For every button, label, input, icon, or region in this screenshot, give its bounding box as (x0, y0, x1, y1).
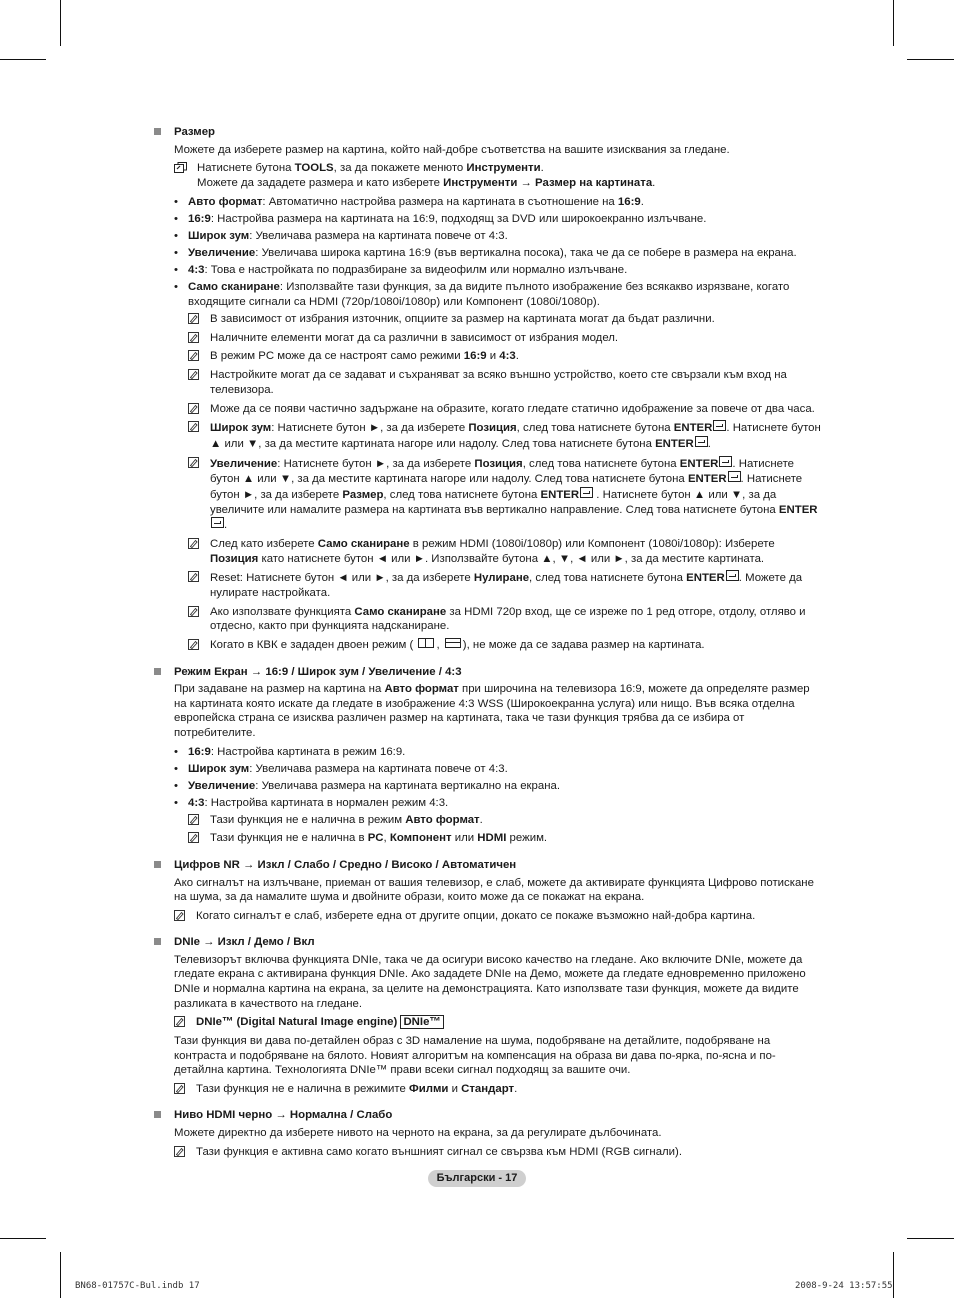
print-timestamp: 2008-9-24 13:57:55 (795, 1281, 893, 1291)
enter-icon (695, 436, 708, 447)
list-item: • Увеличение: Увеличава широка картина 16:9 (във вертикална посока), така че да се побере в размера на екрана. (174, 246, 824, 261)
note (188, 368, 824, 397)
crop-mark (893, 1252, 894, 1298)
dnie-logo: DNIe™ (400, 1015, 443, 1029)
note (188, 349, 824, 364)
dnie-engine-label: DNIe™ (Digital Natural Image engine) (196, 1016, 398, 1029)
bold-term: Широк зум (188, 762, 250, 775)
bold-term: 16:9 (463, 350, 487, 363)
bold-term: TOOLS (294, 162, 334, 175)
list-item: • Широк зум: Увеличава размера на картината повече от 4:3. (174, 762, 824, 777)
section-title: DNIe → Изкл / Демо / Вкл (174, 936, 315, 949)
note-icon (188, 369, 199, 380)
note-text: Когато в КВК е зададен двоен режим ( , ), не може да се задава размер на картината. (210, 639, 705, 652)
note (188, 402, 824, 417)
bold-term: ENTER (655, 437, 694, 450)
section-title: Размер (174, 126, 216, 138)
note (188, 605, 824, 634)
note-text: След като изберете Само сканиране в режим HDMI (1080i/1080p) или Компонент (1080i/1080p): Изберете Позиция като натиснете бутон ◄ или ►. Използвайте бутона ▲, ▼, ◄ или ►, за да местите картината. (210, 537, 775, 565)
note-text: В зависимост от избрания източник, опциите за размер на картината могат да бъдат различни. (210, 312, 715, 325)
bold-term: Широк зум (210, 422, 272, 435)
page-number-badge: Български - 17 (428, 1170, 526, 1187)
enter-icon (211, 517, 224, 528)
note-text: Тази функция не е налична в режим Авто формат. (210, 813, 483, 826)
note-text: Тази функция не е налична в режимите Филми и Стандарт. (196, 1082, 518, 1095)
note (188, 537, 824, 566)
section-heading (154, 665, 824, 680)
bold-term: Инструменти (466, 162, 541, 175)
bold-term: Авто формат (188, 196, 263, 209)
enter-icon (726, 570, 739, 581)
bold-term: Позиция (210, 552, 259, 565)
note-icon (188, 571, 199, 582)
note-icon (188, 606, 199, 617)
note (188, 638, 824, 653)
note-icon (188, 313, 199, 324)
section-heading (154, 1108, 824, 1123)
size-option-list (154, 195, 824, 309)
crop-mark (907, 1238, 954, 1239)
screen-mode-list (154, 745, 824, 811)
section-title: Цифров NR → Изкл / Слабо / Средно / Високо / Автоматичен (174, 858, 517, 871)
tools-hint (154, 161, 824, 190)
list-item: • 16:9: Настройва картината в режим 16:9. (174, 745, 824, 760)
note (188, 456, 824, 533)
bold-term: Широк зум (188, 230, 250, 243)
note (174, 909, 824, 924)
section-description: Ако сигналът на излъчване, приеман от вашия телевизор, е слаб, можете да активирате функцията Цифрово потискане на шума, за да намалите шума и двойните образи, които може да се покажат на екрана. (174, 876, 814, 904)
note-text: Може да се появи частично задържане на образите, когато гледате статично идображение за повече от два часа. (210, 402, 815, 415)
crop-mark (0, 59, 46, 60)
dual-screen-icon (418, 638, 434, 648)
section-description: Можете директно да изберете нивото на черното на екрана, за да регулирате дълбочината. (174, 1127, 662, 1139)
bold-term: Само сканиране (317, 537, 410, 550)
bold-term: ENTER (686, 572, 725, 585)
note (188, 331, 824, 346)
dnie-notes (154, 1082, 824, 1097)
bold-term: Позиция (468, 422, 517, 435)
bold-term: Позиция (474, 457, 523, 470)
bold-term: Филми (409, 1082, 449, 1095)
note-icon (188, 814, 199, 825)
square-bullet-icon (154, 1111, 161, 1118)
note-text: Когато сигналът е слаб, изберете една от другите опции, докато се покаже възможно най-добра картина. (196, 909, 756, 922)
note-icon (188, 350, 199, 361)
note-icon (188, 538, 199, 549)
note-icon (174, 1016, 185, 1027)
dnie-description: Тази функция ви дава по-детайлен образ с 3D намаление на шума, подобряване на детайлите, подобряване на контраста и подобряване на бялото. Новият алгоритъм на компенсация на образа ви дава по-ярка, по-ясна и по-детайлна картина. Технологията DNIe™ прави всеки сигнал подходящ за вашите очи. (174, 1035, 776, 1077)
bold-term: HDMI (477, 832, 507, 845)
section-description: При задаване на размер на картина на Авто формат при широчина на телевизора 16:9, можете да определяте размер на картината която искате да гледате в изображение 4:3 WSS (Широкоекранна услуга) или нищо. Във всяка отделна европейска страна се изисква различен размер на картината, така че тази функция трябва да се избира от потребителите. (174, 683, 810, 739)
bold-term: 4:3 (188, 796, 205, 809)
crop-mark (893, 0, 894, 46)
note-icon (188, 421, 199, 432)
bold-term: Авто формат (405, 813, 480, 826)
size-notes (154, 312, 824, 653)
section-screen-mode (154, 665, 824, 846)
bold-term: 16:9 (188, 745, 211, 758)
list-item: • 4:3: Това е настройката по подразбиране за видеофилм или нормално излъчване. (174, 263, 824, 278)
note-text: Тази функция не е налична в PC, Компонент или HDMI режим. (210, 832, 548, 845)
square-bullet-icon (154, 861, 161, 868)
bold-term: 16:9 (617, 196, 641, 209)
bold-term: PC (367, 832, 384, 845)
note-text: Увеличение: Натиснете бутон ►, за да изберете Позиция, след това натиснете бутона ENTER . Натиснете бутон ▲ или ▼, за да местите картината нагоре или надолу. След това натиснете бутона ENTER . Натиснете бутон ►, за да изберете Размер, след това натиснете бутона ENTER . Натиснете бутон ▲ или ▼, за да увеличите или намалите размера на картината във вертикално направление. След това натиснете бутона ENTER. (210, 457, 818, 532)
note (174, 1145, 824, 1160)
tools-icon (174, 162, 187, 173)
bold-term: ENTER (540, 488, 580, 501)
note (188, 813, 824, 828)
note-text: Ако използвате функцията Само сканиране за HDMI 720p вход, ще се изреже по 1 ред отгоре, отдолу, отляво и отдесно, както при функцията надсканиране. (210, 605, 806, 633)
bold-term: Инструменти → Размер на картината (443, 176, 653, 189)
enter-icon (713, 420, 726, 431)
print-file-name: BN68-01757C-Bul.indb 17 (75, 1281, 200, 1291)
section-description: Телевизорът включва функцията DNIe, така че да осигури високо качество на гледане. Ако включите DNIe, можете да гледате екрана с активирана функция DNIe. Ако зададете DNIe на Демо, можете да гледате едновременно приложено DNIe и нормална картина на екрана, за целите на демонстрацията. Като използвате тази функция, можете да видите разликата в качеството на гледане. (174, 953, 806, 1010)
section-heading (154, 858, 824, 873)
square-bullet-icon (154, 128, 161, 135)
crop-mark (60, 0, 61, 46)
screen-mode-notes (154, 813, 824, 846)
note-icon (174, 1083, 185, 1094)
bold-term: Компонент (389, 832, 452, 845)
note-text: В режим PC може да се настроят само режими 16:9 и 4:3. (210, 350, 519, 363)
section-heading (154, 935, 824, 950)
bold-term: Увеличение (210, 457, 278, 470)
crop-mark (0, 1238, 46, 1239)
note (174, 1082, 824, 1097)
list-item: • Само сканиране: Използвайте тази функция, за да видите пълното изображение без всякакво изрязване, когато входящите сигнали са HDMI (720p/1080i/1080p) или Компонент (1080i/1080p). (174, 280, 824, 309)
note-icon (188, 332, 199, 343)
enter-icon (580, 487, 593, 498)
enter-icon (728, 471, 741, 482)
list-item: • Увеличение: Увеличава размера на картината вертикално на екрана. (174, 779, 824, 794)
dual-screen-icon (445, 638, 461, 648)
note-icon (188, 639, 199, 650)
note-icon (188, 457, 199, 468)
list-item: • 4:3: Настройва картината в нормален режим 4:3. (174, 796, 824, 811)
section-description: Можете да изберете размер на картина, който най-добре съответства на вашите изисквания за гледане. (174, 143, 730, 156)
note (188, 312, 824, 327)
section-hdmi-black-level (154, 1108, 824, 1159)
note (188, 420, 824, 451)
note (188, 831, 824, 846)
bold-term: ENTER (673, 422, 713, 435)
section-dnie (154, 935, 824, 1096)
bold-term: 4:3 (188, 264, 205, 277)
note-icon (188, 403, 199, 414)
page-content (154, 125, 824, 1169)
digital-nr-notes (154, 909, 824, 924)
bold-term: 16:9 (188, 213, 211, 226)
square-bullet-icon (154, 938, 161, 945)
note-icon (174, 1146, 185, 1157)
dnie-note-heading (154, 1015, 824, 1030)
note-text: Настройките могат да се задават и съхраняват за всяко външно устройство, което сте свързали към вход на телевизора. (210, 369, 787, 396)
section-title: Ниво HDMI черно → Нормална / Слабо (174, 1109, 393, 1122)
note-text: Reset: Натиснете бутон ◄ или ►, за да изберете Нулиране, след това натиснете бутона ENTER . Можете да нулирате настройката. (210, 572, 803, 599)
note-text: Широк зум: Натиснете бутон ►, за да изберете Позиция, след това натиснете бутона ENTER . Натиснете бутон ▲ или ▼, за да местите картината нагоре или надолу. След това натиснете бутона ENTER . (210, 422, 821, 450)
hdmi-notes (154, 1145, 824, 1160)
note (174, 1015, 824, 1030)
enter-icon (719, 456, 732, 467)
square-bullet-icon (154, 668, 161, 675)
bold-term: Авто формат (384, 683, 459, 696)
crop-mark (60, 1252, 61, 1298)
crop-mark (907, 59, 954, 60)
bold-term: ENTER (687, 473, 727, 486)
list-item: • 16:9: Настройва размера на картината на 16:9, подходящ за DVD или широкоекранно излъчване. (174, 212, 824, 227)
note (188, 570, 824, 600)
section-heading (154, 125, 824, 140)
bold-term: Стандарт (461, 1082, 515, 1095)
bold-term: ENTER (778, 503, 818, 516)
tools-text: Натиснете бутона TOOLS, за да покажете менюто Инструменти. Можете да зададете размера и като изберете Инструменти → Размер на картината. (197, 162, 656, 189)
list-item: • Авто формат: Автоматично настройва размера на картината в съотношение на 16:9. (174, 195, 824, 210)
note-icon (188, 832, 199, 843)
bold-term: 4:3 (499, 350, 516, 363)
section-picture-size (154, 125, 824, 653)
section-digital-nr (154, 858, 824, 923)
bold-term: Увеличение (188, 247, 256, 260)
bold-term: Увеличение (188, 779, 256, 792)
bold-term: Размер (342, 488, 384, 501)
bold-term: Нулиране (473, 572, 530, 585)
section-title: Режим Екран → 16:9 / Широк зум / Увеличение / 4:3 (174, 665, 462, 678)
bold-term: ENTER (679, 457, 719, 470)
list-item: • Широк зум: Увеличава размера на картината повече от 4:3. (174, 229, 824, 244)
note-text: Наличните елементи могат да са различни в зависимост от избрания модел. (210, 331, 619, 344)
bold-term: Само сканиране (354, 605, 447, 618)
note-icon (174, 910, 185, 921)
note-text: Тази функция е активна само когато външният сигнал се свързва към HDMI (RGB сигнали). (196, 1145, 683, 1158)
bold-term: Само сканиране (188, 281, 280, 294)
